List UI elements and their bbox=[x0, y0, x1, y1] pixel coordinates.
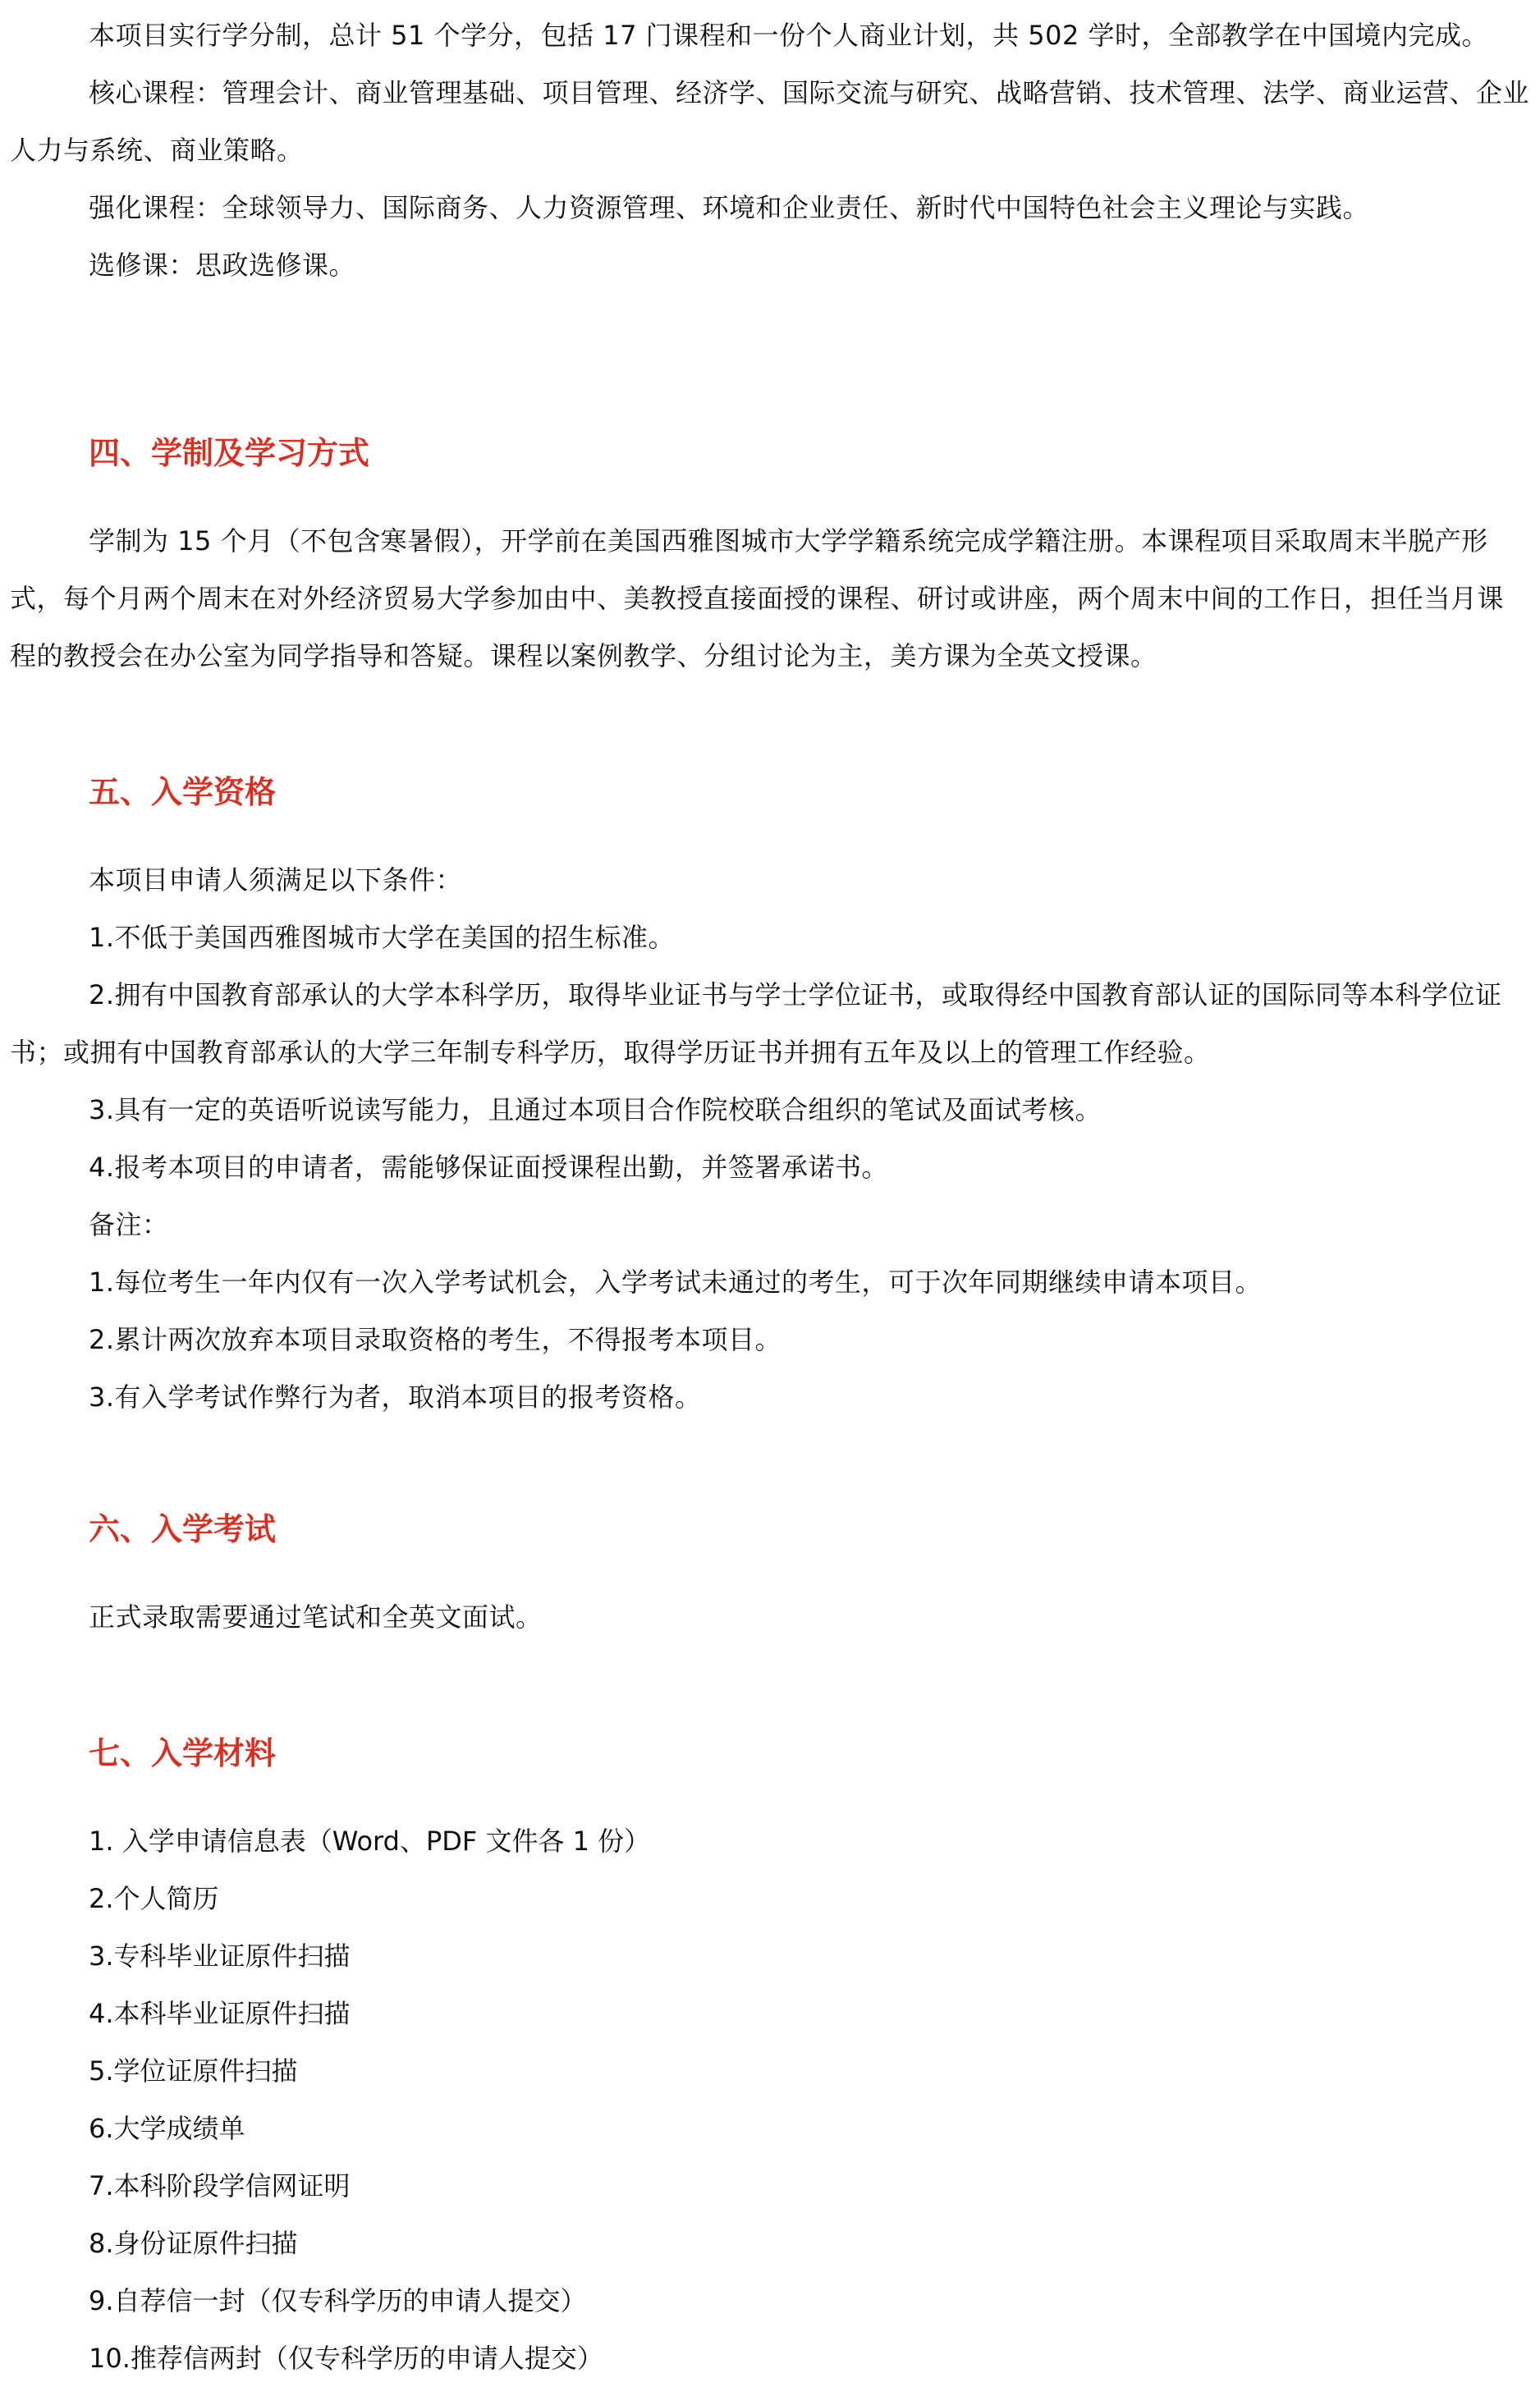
section-5-content bbox=[0, 851, 1540, 1426]
section-6 bbox=[0, 1505, 1540, 1554]
section-4 bbox=[0, 428, 1540, 478]
material-item-8: 8.身份证原件扫描 bbox=[89, 2228, 298, 2259]
section-7-content bbox=[0, 1812, 1540, 2387]
section-5 bbox=[0, 767, 1540, 817]
material-item-2: 2.个人简历 bbox=[89, 1883, 219, 1914]
material-item-7: 7.本科阶段学信网证明 bbox=[89, 2170, 351, 2201]
section-5-item-4: 4.报考本项目的申请者，需能够保证面授课程出勤，并签署承诺书。 bbox=[89, 1152, 889, 1183]
section-4-heading: 四、学制及学习方式 bbox=[89, 435, 370, 471]
material-item-6: 6.大学成绩单 bbox=[89, 2113, 245, 2144]
section-4-body: 学制为 15 个月（不包含寒暑假），开学前在美国西雅图城市大学学籍系统完成学籍注册。本课程项目采取周末半脱产形式，每个月两个周末在对外经济贸易大学参加由中、美教授直接面授的课程、研讨或讲座，两个周末中间的工作日，担任当月课程的教授会在办公室为同学指导和答疑。课程以案例教学、分组讨论为主，美方课为全英文授课。 bbox=[10, 525, 1505, 671]
material-item-4: 4.本科毕业证原件扫描 bbox=[89, 1998, 351, 2029]
section-5-note-3: 3.有入学考试作弊行为者，取消本项目的报考资格。 bbox=[89, 1381, 702, 1413]
intro-paragraph-electives: 选修课：思政选修课。 bbox=[89, 250, 356, 281]
intro-section bbox=[0, 7, 1540, 294]
intro-paragraph-core-courses: 核心课程：管理会计、商业管理基础、项目管理、经济学、国际交流与研究、战略营销、技术管理、法学、商业运营、企业人力与系统、商业策略。 bbox=[10, 77, 1530, 166]
section-5-lead: 本项目申请人须满足以下条件： bbox=[89, 864, 463, 896]
section-7 bbox=[0, 1729, 1540, 1778]
section-5-item-2: 2.拥有中国教育部承认的大学本科学历，取得毕业证书与学士学位证书，或取得经中国教育部认证的国际同等本科学位证书；或拥有中国教育部承认的大学三年制专科学历，取得学历证书并拥有五年及以上的管理工作经验。 bbox=[10, 979, 1502, 1068]
section-5-note-label: 备注： bbox=[89, 1209, 169, 1240]
section-6-content bbox=[0, 1588, 1540, 1646]
section-5-item-3: 3.具有一定的英语听说读写能力，且通过本项目合作院校联合组织的笔试及面试考核。 bbox=[89, 1094, 1102, 1125]
section-5-heading: 五、入学资格 bbox=[89, 774, 277, 810]
section-6-body: 正式录取需要通过笔试和全英文面试。 bbox=[89, 1601, 543, 1633]
material-item-5: 5.学位证原件扫描 bbox=[89, 2055, 298, 2087]
material-item-10: 10.推荐信两封（仅专科学历的申请人提交） bbox=[89, 2343, 603, 2374]
section-5-note-2: 2.累计两次放弃本项目录取资格的考生，不得报考本项目。 bbox=[89, 1324, 782, 1355]
section-5-note-1: 1.每位考生一年内仅有一次入学考试机会，入学考试未通过的考生，可于次年同期继续申请本项目。 bbox=[89, 1267, 1263, 1298]
section-5-item-1: 1.不低于美国西雅图城市大学在美国的招生标准。 bbox=[89, 922, 676, 953]
intro-paragraph-credits: 本项目实行学分制，总计 51 个学分，包括 17 门课程和一份个人商业计划，共 502 学时，全部教学在中国境内完成。 bbox=[89, 20, 1489, 51]
section-6-heading: 六、入学考试 bbox=[89, 1511, 277, 1547]
section-4-content bbox=[0, 512, 1540, 685]
material-item-9: 9.自荐信一封（仅专科学历的申请人提交） bbox=[89, 2285, 587, 2316]
material-item-3: 3.专科毕业证原件扫描 bbox=[89, 1940, 351, 1972]
material-item-1: 1. 入学申请信息表（Word、PDF 文件各 1 份） bbox=[89, 1826, 651, 1857]
section-7-heading: 七、入学材料 bbox=[89, 1735, 277, 1771]
intro-paragraph-intensive-courses: 强化课程：全球领导力、国际商务、人力资源管理、环境和企业责任、新时代中国特色社会主义理论与实践。 bbox=[89, 192, 1370, 223]
